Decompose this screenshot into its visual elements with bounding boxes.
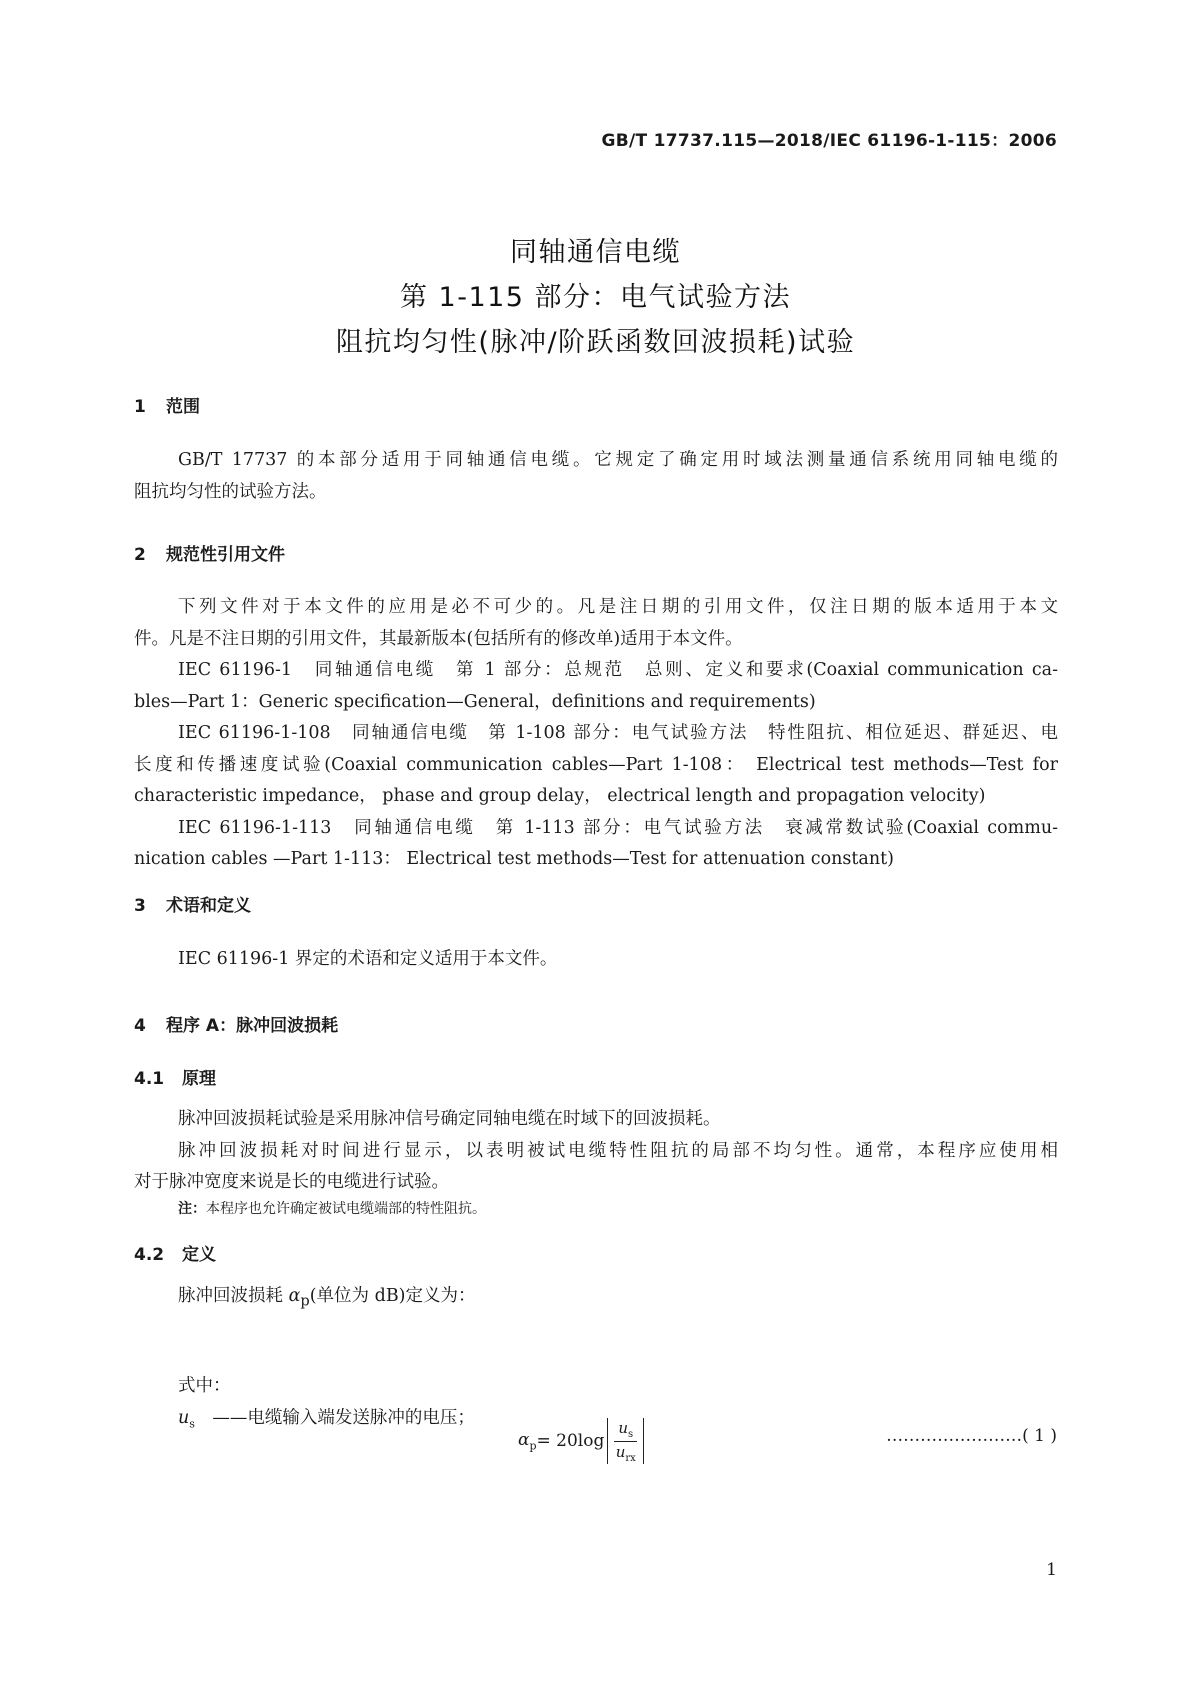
denominator-subscript: rx <box>625 1452 636 1464</box>
alpha-symbol: α <box>288 1286 301 1306</box>
section-title: 范围 <box>166 397 200 417</box>
formula-1 <box>518 1418 644 1464</box>
note-label: 注： <box>178 1201 206 1217</box>
para-line: 对于脉冲宽度来说是长的电缆进行试验。 <box>134 1172 449 1192</box>
reference-line: IEC 61196-1-108 同轴通信电缆 第 1-108 部分：电气试验方法 特性阻抗、相位延迟、群延迟、电 <box>178 723 1058 743</box>
formula-alpha: α <box>518 1429 530 1450</box>
section-number: 4.2 <box>134 1245 165 1265</box>
where-description: ——电缆输入端发送脉冲的电压； <box>194 1408 475 1428</box>
formula-alpha-sub: p <box>529 1439 537 1453</box>
reference-line: bles—Part 1：Generic specification—General，definitions and requirements) <box>134 691 816 712</box>
section-title: 规范性引用文件 <box>166 545 285 565</box>
fraction-denominator <box>616 1442 636 1464</box>
title-line-2: 第 1-115 部分：电气试验方法 <box>399 282 792 313</box>
section-number: 1 <box>134 397 146 417</box>
reference-line: IEC 61196-1 同轴通信电缆 第 1 部分：总规范 总则、定义和要求(Coaxial communication ca- <box>178 660 1058 680</box>
alpha-subscript: p <box>300 1292 310 1310</box>
para-line: 件。凡是不注日期的引用文件，其最新版本(包括所有的修改单)适用于本文件。 <box>134 628 743 649</box>
section-4-1-heading <box>134 1064 216 1089</box>
definition-prefix: 脉冲回波损耗 <box>178 1286 289 1306</box>
para-line: 阻抗均匀性的试验方法。 <box>134 481 327 502</box>
definition-text <box>178 1282 476 1310</box>
para-line: GB/T 17737 的本部分适用于同轴通信电缆。它规定了确定用时域法测量通信系统用同轴电缆的 <box>178 450 1058 470</box>
para-line: 脉冲回波损耗试验是采用脉冲信号确定同轴电缆在时域下的回波损耗。 <box>178 1109 721 1129</box>
numerator-symbol: u <box>618 1418 629 1437</box>
page-number: 1 <box>1046 1560 1057 1580</box>
reference-line: IEC 61196-1-113 同轴通信电缆 第 1-113 部分：电气试验方法 衰减常数试验(Coaxial commu- <box>178 817 1058 838</box>
section-number: 3 <box>134 896 146 916</box>
section-4-1-paragraph <box>134 1104 1058 1199</box>
section-title: 术语和定义 <box>166 896 251 916</box>
where-item <box>178 1404 475 1431</box>
reference-line: nication cables —Part 1-113： Electrical test methods—Test for attenuation constant) <box>134 849 894 869</box>
absolute-value <box>607 1418 644 1464</box>
fraction-numerator <box>614 1419 637 1442</box>
section-1-paragraph <box>134 445 1058 508</box>
numerator-subscript: s <box>628 1428 634 1440</box>
section-2-paragraph <box>134 592 1058 876</box>
section-2-heading <box>134 540 285 565</box>
section-number: 4 <box>134 1016 146 1036</box>
definition-suffix: (单位为 dB)定义为： <box>309 1286 476 1306</box>
standard-number: GB/T 17737.115—2018/IEC 61196-1-115：2006 <box>601 131 1057 151</box>
para-line: IEC 61196-1 界定的术语和定义适用于本文件。 <box>178 949 558 969</box>
title-line-1: 同轴通信电缆 <box>510 237 681 268</box>
section-4-2-heading <box>134 1240 216 1265</box>
equation-number: ……………………( 1 ) <box>886 1426 1057 1446</box>
note-text: 本程序也允许确定被试电缆端部的特性阻抗。 <box>206 1201 486 1217</box>
section-3-heading <box>134 891 251 916</box>
section-number: 4.1 <box>134 1069 165 1089</box>
where-symbol: u <box>178 1408 190 1428</box>
reference-line: 长度和传播速度试验(Coaxial communication cables—Part 1-108： Electrical test methods—Test for <box>134 754 1058 775</box>
formula-lhs <box>518 1430 537 1452</box>
section-title: 定义 <box>182 1245 216 1265</box>
formula-operator: = 20log <box>536 1431 605 1451</box>
where-label: 式中： <box>178 1376 231 1396</box>
where-subscript: s <box>189 1417 195 1431</box>
fraction <box>614 1419 637 1464</box>
para-line: 下列文件对于本文件的应用是必不可少的。凡是注日期的引用文件，仅注日期的版本适用于本文 <box>178 597 1058 617</box>
section-title: 原理 <box>182 1069 216 1089</box>
section-3-paragraph <box>134 944 1058 976</box>
section-title: 程序 A：脉冲回波损耗 <box>166 1016 339 1036</box>
section-1-heading <box>134 392 200 417</box>
note <box>178 1198 486 1218</box>
denominator-symbol: u <box>615 1442 626 1461</box>
title-line-3: 阻抗均匀性(脉冲/阶跃函数回波损耗)试验 <box>335 327 856 358</box>
para-line: 脉冲回波损耗对时间进行显示，以表明被试电缆特性阻抗的局部不均匀性。通常，本程序应使用相 <box>178 1140 1058 1161</box>
section-number: 2 <box>134 545 146 565</box>
section-4-heading <box>134 1011 338 1036</box>
reference-line: characteristic impedance， phase and group delay， electrical length and propagation velocity) <box>134 786 986 806</box>
